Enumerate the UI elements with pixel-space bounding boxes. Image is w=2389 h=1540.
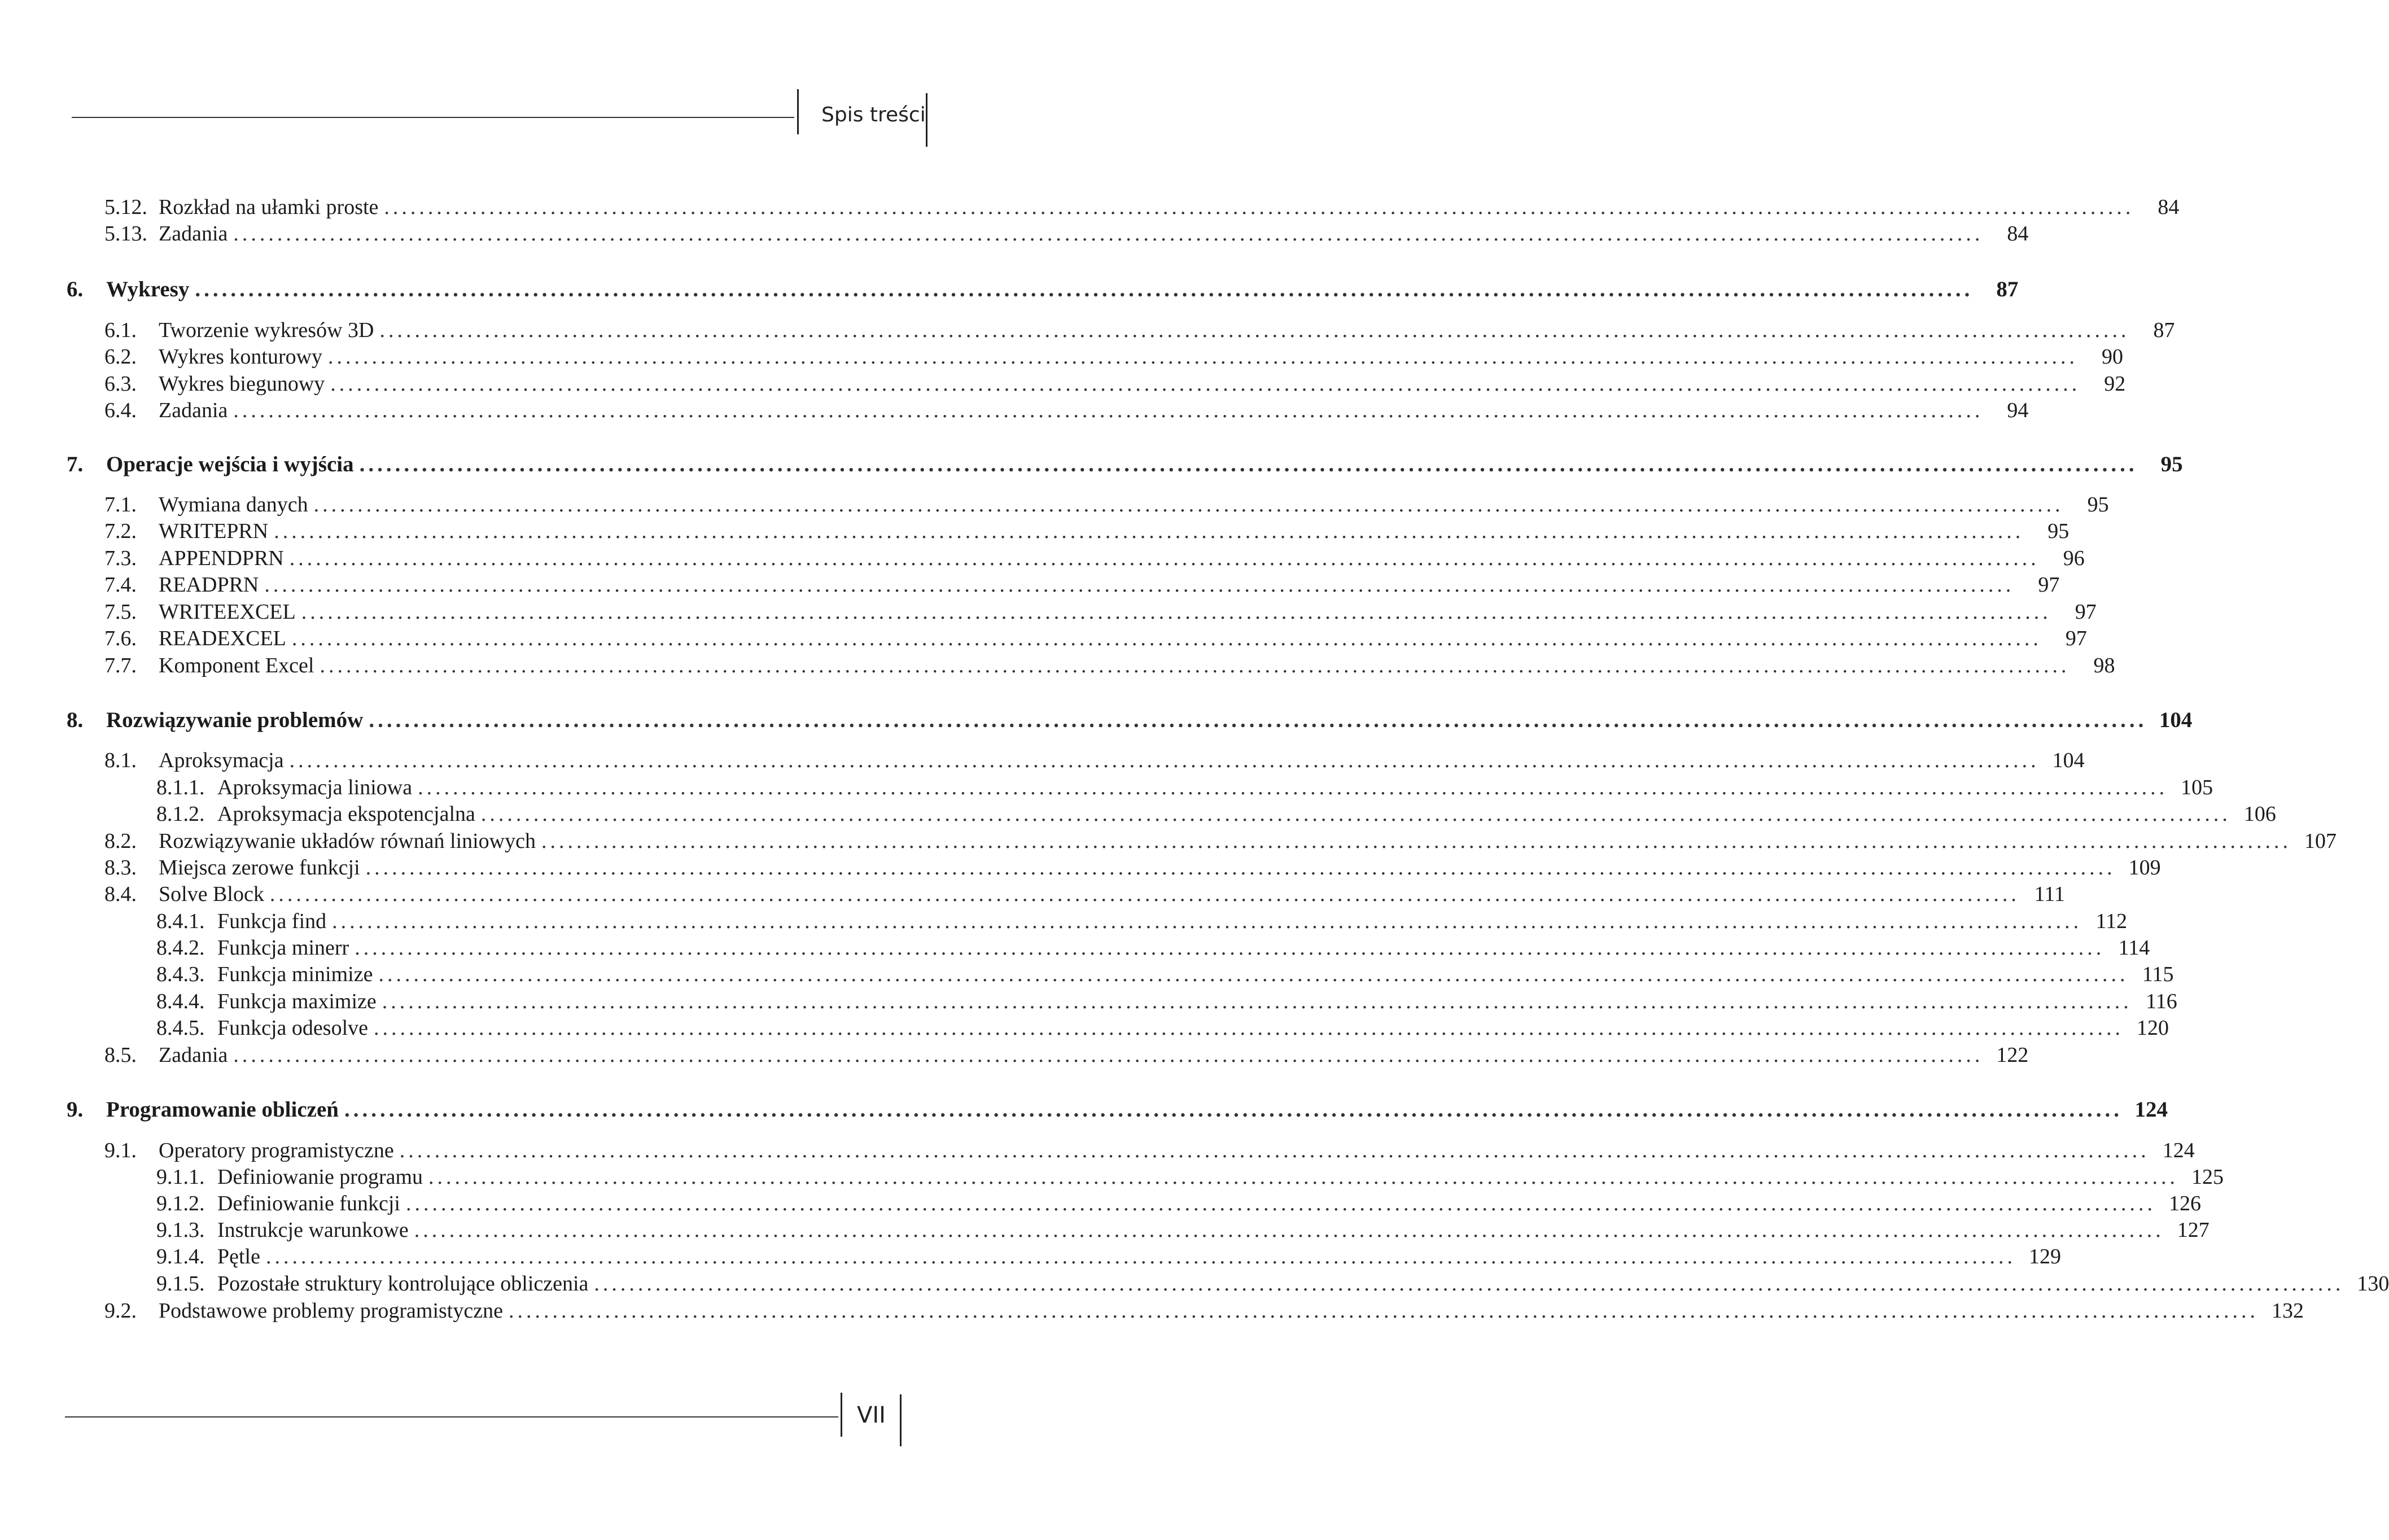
toc-entry-title: Pętle bbox=[217, 1245, 260, 1268]
toc-entry-page: 130 bbox=[2357, 1272, 2389, 1296]
footer-divider-left bbox=[841, 1393, 842, 1437]
toc-entry-title: Zadania bbox=[159, 399, 228, 422]
toc-entry-page: 122 bbox=[1996, 1043, 2029, 1067]
toc-subsection-entry bbox=[156, 989, 2177, 1016]
dot-leader: ........................................................................................................................................................................................................ bbox=[382, 990, 2132, 1013]
toc-entry-page: 96 bbox=[2063, 546, 2085, 570]
toc-entry-title: Miejsca zerowe funkcji bbox=[159, 856, 360, 880]
dot-leader: ........................................................................................................................................................................................................ bbox=[301, 600, 2051, 624]
dot-leader: ........................................................................................................................................................................................................ bbox=[313, 493, 2064, 517]
toc-entry-number: 9.2. bbox=[104, 1299, 137, 1323]
toc-entry-number: 8.5. bbox=[104, 1043, 137, 1067]
toc-subsection-entry bbox=[156, 1271, 2389, 1298]
toc-entry-title: Wykres konturowy bbox=[159, 345, 323, 369]
toc-entry-number: 7. bbox=[67, 452, 84, 476]
dot-leader: ........................................................................................................................................................................................................ bbox=[355, 936, 2105, 960]
toc-entry-title: Instrukcje warunkowe bbox=[217, 1218, 409, 1242]
toc-section-entry bbox=[104, 1138, 2195, 1165]
toc-section-entry bbox=[104, 318, 2175, 345]
toc-entry-number: 8.4.1. bbox=[156, 909, 205, 933]
toc-section-entry bbox=[104, 398, 2029, 425]
toc-entry-title: Wykresy bbox=[106, 277, 190, 301]
toc-entry-title: Rozwiązywanie układów równań liniowych bbox=[159, 829, 536, 853]
dot-leader: ........................................................................................................................................................................................................ bbox=[291, 627, 2042, 650]
toc-entry-number: 8.4.3. bbox=[156, 963, 205, 986]
toc-entry-number: 8.4. bbox=[104, 882, 137, 906]
toc-subsection-entry bbox=[156, 1218, 2209, 1245]
toc-entry-title: Tworzenie wykresów 3D bbox=[159, 318, 374, 342]
toc-entry-number: 7.2. bbox=[104, 519, 137, 543]
toc-entry-page: 114 bbox=[2118, 936, 2150, 960]
toc-section-entry bbox=[104, 195, 2180, 222]
dot-leader: ........................................................................................................................................................................................................ bbox=[405, 1192, 2156, 1215]
toc-entry-number: 9.1.2. bbox=[156, 1192, 205, 1215]
toc-entry-page: 87 bbox=[1996, 277, 2019, 301]
dot-leader: ........................................................................................................................................................................................................ bbox=[379, 318, 2130, 342]
dot-leader: ........................................................................................................................................................................................................ bbox=[330, 372, 2081, 396]
toc-entry-number: 5.12. bbox=[104, 195, 147, 219]
toc-section-entry bbox=[104, 653, 2115, 680]
toc-entry-number: 6.1. bbox=[104, 318, 137, 342]
toc-entry-page: 126 bbox=[2168, 1192, 2201, 1215]
toc-subsection-entry bbox=[156, 1016, 2169, 1043]
toc-entry-title: READPRN bbox=[159, 573, 259, 597]
toc-entry-page: 95 bbox=[2160, 452, 2183, 476]
dot-leader: ........................................................................................................................................................................................................ bbox=[369, 708, 2147, 732]
toc-section-entry bbox=[104, 519, 2069, 546]
toc-entry-title: Funkcja odesolve bbox=[217, 1016, 369, 1040]
toc-entry-title: APPENDPRN bbox=[159, 546, 284, 570]
toc-entry-page: 95 bbox=[2047, 519, 2069, 543]
toc-entry-title: Rozkład na ułamki proste bbox=[159, 195, 379, 219]
toc-entry-page: 95 bbox=[2087, 493, 2109, 517]
toc-entry-title: Zadania bbox=[159, 1043, 228, 1067]
dot-leader: ........................................................................................................................................................................................................ bbox=[508, 1299, 2259, 1323]
toc-entry-page: 127 bbox=[2177, 1218, 2209, 1242]
toc-entry-title: Funkcja find bbox=[217, 909, 327, 933]
dot-leader: ........................................................................................................................................................................................................ bbox=[328, 345, 2079, 369]
toc-section-entry bbox=[104, 855, 2161, 882]
toc-entry-title: READEXCEL bbox=[159, 627, 286, 650]
toc-entry-page: 120 bbox=[2137, 1016, 2169, 1040]
toc-entry-number: 5.13. bbox=[104, 222, 147, 246]
toc-subsection-entry bbox=[156, 935, 2150, 963]
toc-entry-title: WRITEEXCEL bbox=[159, 600, 296, 624]
dot-leader: ........................................................................................................................................................................................................ bbox=[414, 1218, 2164, 1242]
dot-leader: ........................................................................................................................................................................................................ bbox=[233, 1043, 1984, 1067]
toc-entry-number: 8.4.4. bbox=[156, 990, 205, 1013]
toc-entry-number: 9.1.3. bbox=[156, 1218, 205, 1242]
toc-entry-page: 104 bbox=[2052, 749, 2085, 772]
toc-entry-page: 124 bbox=[2134, 1097, 2168, 1122]
dot-leader: ........................................................................................................................................................................................................ bbox=[374, 1016, 2124, 1040]
toc-entry-page: 90 bbox=[2102, 345, 2124, 369]
dot-leader: ........................................................................................................................................................................................................ bbox=[289, 749, 2040, 772]
toc-subsection-entry bbox=[156, 962, 2174, 989]
toc-entry-title: Wykres biegunowy bbox=[159, 372, 325, 396]
toc-entry-page: 106 bbox=[2243, 802, 2276, 826]
dot-leader: ........................................................................................................................................................................................................ bbox=[359, 452, 2138, 476]
toc-entry-page: 87 bbox=[2153, 318, 2175, 342]
toc-section-entry bbox=[104, 371, 2126, 399]
dot-leader: ........................................................................................................................................................................................................ bbox=[378, 963, 2129, 986]
toc-subsection-entry bbox=[156, 909, 2128, 936]
toc-section-entry bbox=[104, 829, 2337, 856]
toc-entry-page: 94 bbox=[2007, 399, 2029, 422]
toc-entry-number: 6.4. bbox=[104, 399, 137, 422]
toc-entry-page: 105 bbox=[2181, 776, 2213, 799]
toc-entry-number: 8.1.1. bbox=[156, 776, 205, 799]
toc-entry-number: 7.3. bbox=[104, 546, 137, 570]
toc-entry-page: 111 bbox=[2034, 882, 2065, 906]
footer-rule bbox=[65, 1416, 838, 1418]
toc-entry-title: Funkcja minimize bbox=[217, 963, 373, 986]
toc-chapter-entry bbox=[67, 277, 2019, 304]
page-number: VII bbox=[857, 1402, 886, 1428]
toc-entry-title: Funkcja minerr bbox=[217, 936, 349, 960]
toc-entry-title: Aproksymacja ekspotencjalna bbox=[217, 802, 475, 826]
toc-section-entry bbox=[104, 492, 2109, 519]
toc-entry-page: 97 bbox=[2065, 627, 2087, 650]
toc-entry-title: Rozwiązywanie problemów bbox=[106, 708, 364, 732]
dot-leader: ........................................................................................................................................................................................................ bbox=[418, 776, 2168, 799]
toc-entry-number: 6.2. bbox=[104, 345, 137, 369]
toc-section-entry bbox=[104, 600, 2097, 627]
toc-chapter-entry bbox=[67, 452, 2183, 479]
toc-entry-page: 112 bbox=[2095, 909, 2128, 933]
toc-entry-page: 98 bbox=[2093, 654, 2115, 677]
toc-entry-number: 9.1.4. bbox=[156, 1245, 205, 1268]
toc-section-entry bbox=[104, 344, 2124, 371]
dot-leader: ........................................................................................................................................................................................................ bbox=[332, 909, 2082, 933]
toc-subsection-entry bbox=[156, 1191, 2201, 1218]
toc-entry-title: Aproksymacja liniowa bbox=[217, 776, 413, 799]
toc-section-entry bbox=[104, 1298, 2304, 1325]
dot-leader: ........................................................................................................................................................................................................ bbox=[289, 546, 2040, 570]
toc-section-entry bbox=[104, 626, 2087, 653]
toc-entry-number: 8.1. bbox=[104, 749, 137, 772]
dot-leader: ........................................................................................................................................................................................................ bbox=[269, 882, 2020, 906]
dot-leader: ........................................................................................................................................................................................................ bbox=[594, 1272, 2344, 1296]
toc-entry-page: 116 bbox=[2146, 990, 2177, 1013]
toc-entry-number: 9.1.1. bbox=[156, 1165, 205, 1189]
toc-entry-title: Pozostałe struktury kontrolujące obliczenia bbox=[217, 1272, 589, 1296]
toc-chapter-entry bbox=[67, 1097, 2168, 1124]
toc-entry-number: 7.5. bbox=[104, 600, 137, 624]
dot-leader: ........................................................................................................................................................................................................ bbox=[344, 1097, 2123, 1122]
dot-leader: ........................................................................................................................................................................................................ bbox=[265, 1245, 2016, 1268]
toc-section-entry bbox=[104, 1043, 2029, 1070]
toc-section-entry bbox=[104, 572, 2060, 600]
toc-entry-page: 125 bbox=[2191, 1165, 2224, 1189]
toc-entry-number: 8.4.5. bbox=[156, 1016, 205, 1040]
toc-entry-number: 9. bbox=[67, 1097, 84, 1122]
toc-entry-title: Definiowanie programu bbox=[217, 1165, 423, 1189]
dot-leader: ........................................................................................................................................................................................................ bbox=[541, 829, 2291, 853]
toc-entry-title: Funkcja maximize bbox=[217, 990, 377, 1013]
toc-entry-number: 9.1. bbox=[104, 1139, 137, 1162]
toc-entry-page: 132 bbox=[2271, 1299, 2304, 1323]
toc-entry-title: Wymiana danych bbox=[159, 493, 308, 517]
toc-entry-page: 115 bbox=[2142, 963, 2174, 986]
toc-section-entry bbox=[104, 882, 2065, 909]
toc-subsection-entry bbox=[156, 775, 2213, 802]
toc-entry-number: 8.1.2. bbox=[156, 802, 205, 826]
toc-entry-page: 97 bbox=[2038, 573, 2060, 597]
dot-leader: ........................................................................................................................................................................................................ bbox=[399, 1139, 2150, 1162]
toc-entry-number: 7.7. bbox=[104, 654, 137, 677]
toc-entry-number: 6.3. bbox=[104, 372, 137, 396]
toc-section-entry bbox=[104, 221, 2029, 248]
toc-section-entry bbox=[104, 748, 2085, 775]
toc-entry-number: 8. bbox=[67, 708, 84, 732]
toc-section-entry bbox=[104, 546, 2085, 573]
toc-entry-title: Operacje wejścia i wyjścia bbox=[106, 452, 354, 476]
toc-entry-number: 7.4. bbox=[104, 573, 137, 597]
toc-subsection-entry bbox=[156, 802, 2276, 829]
toc-entry-page: 97 bbox=[2075, 600, 2097, 624]
toc-entry-title: Operatory programistyczne bbox=[159, 1139, 394, 1162]
running-header-title: Spis treści bbox=[821, 103, 926, 126]
toc-entry-title: Programowanie obliczeń bbox=[106, 1097, 339, 1122]
toc-entry-page: 84 bbox=[2158, 195, 2180, 219]
toc-entry-page: 129 bbox=[2028, 1245, 2061, 1268]
toc-subsection-entry bbox=[156, 1244, 2061, 1271]
dot-leader: ........................................................................................................................................................................................................ bbox=[320, 654, 2070, 677]
dot-leader: ........................................................................................................................................................................................................ bbox=[274, 519, 2024, 543]
dot-leader: ........................................................................................................................................................................................................ bbox=[365, 856, 2116, 880]
toc-entry-title: Podstawowe problemy programistyczne bbox=[159, 1299, 503, 1323]
toc-entry-number: 8.4.2. bbox=[156, 936, 205, 960]
toc-entry-title: Definiowanie funkcji bbox=[217, 1192, 400, 1215]
toc-entry-page: 92 bbox=[2104, 372, 2126, 396]
toc-entry-title: WRITEPRN bbox=[159, 519, 269, 543]
toc-entry-number: 7.1. bbox=[104, 493, 137, 517]
toc-entry-page: 109 bbox=[2128, 856, 2161, 880]
dot-leader: ........................................................................................................................................................................................................ bbox=[428, 1165, 2179, 1189]
toc-entry-number: 7.6. bbox=[104, 627, 137, 650]
toc-chapter-entry bbox=[67, 707, 2193, 734]
dot-leader: ........................................................................................................................................................................................................ bbox=[480, 802, 2231, 826]
toc-entry-title: Aproksymacja bbox=[159, 749, 284, 772]
toc-entry-title: Zadania bbox=[159, 222, 228, 246]
dot-leader: ........................................................................................................................................................................................................ bbox=[233, 399, 1984, 422]
toc-entry-page: 124 bbox=[2162, 1139, 2195, 1162]
toc-entry-title: Solve Block bbox=[159, 882, 264, 906]
dot-leader: ........................................................................................................................................................................................................ bbox=[264, 573, 2015, 597]
footer-divider-right bbox=[900, 1394, 902, 1446]
toc-entry-number: 8.2. bbox=[104, 829, 137, 853]
toc-entry-page: 107 bbox=[2304, 829, 2337, 853]
toc-entry-page: 84 bbox=[2007, 222, 2029, 246]
toc-subsection-entry bbox=[156, 1165, 2224, 1192]
toc-entry-number: 8.3. bbox=[104, 856, 137, 880]
dot-leader: ........................................................................................................................................................................................................ bbox=[384, 195, 2134, 219]
toc-entry-page: 104 bbox=[2159, 708, 2193, 732]
dot-leader: ........................................................................................................................................................................................................ bbox=[233, 222, 1984, 246]
toc-entry-title: Komponent Excel bbox=[159, 654, 314, 677]
toc-entry-number: 9.1.5. bbox=[156, 1272, 205, 1296]
toc-entry-number: 6. bbox=[67, 277, 84, 301]
dot-leader: ........................................................................................................................................................................................................ bbox=[195, 277, 1974, 301]
